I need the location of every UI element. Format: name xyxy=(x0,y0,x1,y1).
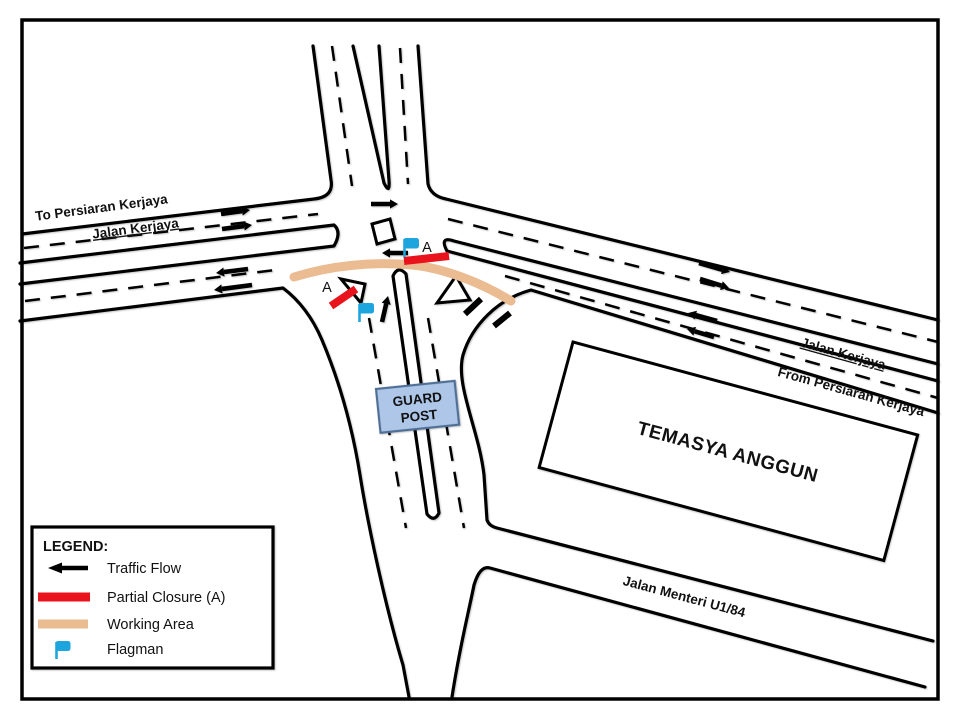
legend-item-partial-closure: Partial Closure (A) xyxy=(107,590,226,606)
legend-item-flagman: Flagman xyxy=(107,642,164,658)
label-jalan-kerjaya-west: Jalan Kerjaya xyxy=(91,215,180,242)
closure-label-a2: A xyxy=(322,280,332,296)
temasya-anggun-label: TEMASYA ANGGUN xyxy=(634,418,821,487)
legend xyxy=(32,527,273,668)
traffic-flow-arrow xyxy=(687,327,714,337)
road-edge-menteri-lower xyxy=(452,568,925,697)
island-rectangle xyxy=(372,219,395,244)
legend-title: LEGEND: xyxy=(43,539,109,555)
lane-dash-north-left xyxy=(332,46,352,186)
lane-dash-east-upper xyxy=(448,219,938,342)
traffic-flow-arrows xyxy=(214,199,730,337)
road-marking-dash xyxy=(494,313,510,326)
lane-dash-north-right xyxy=(400,48,408,184)
legend-item-working-area: Working Area xyxy=(107,617,194,633)
label-from-persiaran-kerjaya: From Persiaran Kerjaya xyxy=(776,364,927,420)
road-edge-ne xyxy=(418,46,938,320)
road-median-north xyxy=(353,46,389,189)
traffic-flow-arrow xyxy=(371,199,398,208)
label-to-persiaran-kerjaya: To Persiaran Kerjaya xyxy=(34,191,169,224)
guard-post-label-line2: POST xyxy=(399,406,439,426)
guard-post xyxy=(376,381,459,433)
guard-post-label-line1: GUARD xyxy=(391,389,443,410)
closure-label-a1: A xyxy=(422,240,432,256)
legend-item-traffic-flow: Traffic Flow xyxy=(107,561,182,577)
flagman-icon xyxy=(359,303,375,322)
partial-closure-bar-a1 xyxy=(404,256,449,261)
temasya-anggun-block xyxy=(539,342,918,561)
traffic-flow-arrow xyxy=(382,296,391,322)
partial-closure-bar-a2 xyxy=(331,289,356,306)
label-jalan-menteri: Jalan Menteri U1/84 xyxy=(621,573,747,621)
label-jalan-kerjaya-east: Jalan Kerjaya xyxy=(799,334,888,373)
